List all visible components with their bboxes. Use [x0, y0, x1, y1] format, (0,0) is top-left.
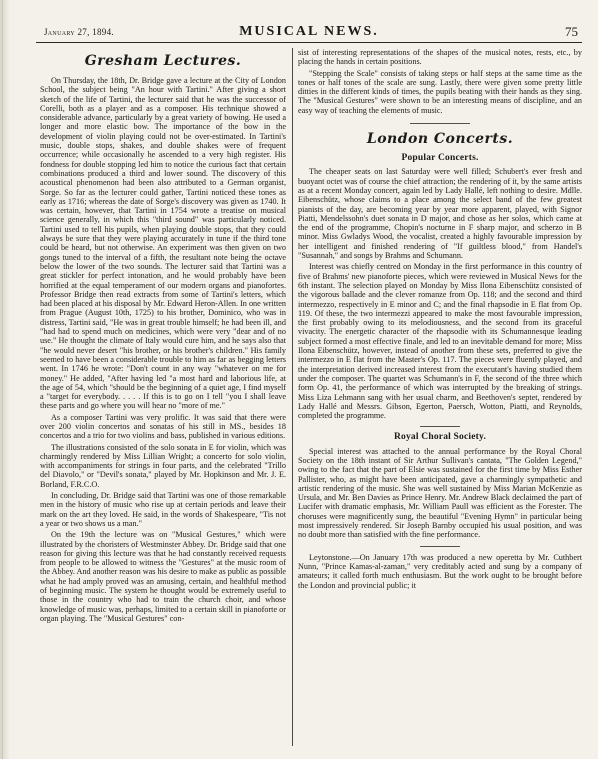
column-divider [292, 48, 293, 746]
page-number: 75 [565, 24, 578, 39]
popular-paragraph: The cheaper seats on last Saturday were well filled; Schubert's ever fresh and buoyant octet was of course the chief attraction; the rendering of it, by the same artists as at a recent Monday concert, again led by Lady Hallé, left nothing to desire. Mdlle. Eibenschütz, whose claims to a place among the select band of the few greatest pianists of the day, are becoming year by year more apparent, played, with Signor Piatti, Mendelssohn's duet sonata in D major, and chose as her solos, which came at the end of the programme, Chopin's nocturne in F sharp major, and scherzo in B minor. Miss Gwladys Wood, the vocalist, created a highly favourable impression by her intelligent and finished rendering of "If guiltless blood," from Handel's "Susannah," and songs by Brahms and Schumann. [298, 167, 582, 261]
gresham-lectures-title: Gresham Lectures. [84, 53, 242, 69]
header-date: January 27, 1894. [44, 27, 114, 37]
gresham-paragraph: On the 19th the lecture was on "Musical Gestures," which were illustrated by the choristers of Westminster Abbey. Dr. Bridge said that one reason for giving this lecture was that he had constantly received requests from people to be allowed to witness the "Gestures" at the music room of the Abbey. And another reason was his desire to make as public as possible what he had amply proved was an amusing, certain, and healthful method of beginning music. The system he thought would be extremely useful to those in the country who had to train the church choir, and whose knowledge of music was, perhaps, limited to a certain skill in pianoforte or organ playing. The "Musical Gestures" con- [40, 530, 286, 623]
binding-line [2, 0, 3, 759]
gresham-paragraph: On Thursday, the 18th, Dr. Bridge gave a lecture at the City of London School, the subject being "An hour with Tartini." After giving a short sketch of the life of Tartini, the lecturer said that he was the successor of Corelli, both as a player and as a composer. His technique showed a considerable advance, particularly by a great variety of bowing. He used a longer and more elastic bow. The importance of the bow in the development of violin playing could not be over-estimated. In Tartini's music, double stops, shakes, and double shakes were of frequent occurrence; while occasionally he ascended to a very high register. His fondness for double stopping led him to notice the curious fact that certain combinations produced a third and lower sound. The discovery of this acoustical phenomenon had been also attributed to a German organist, Sorge. So far as the lecturer could gather, Tartini noticed these tones as early as 1716; whereas the date of Sorge's discovery was given as 1740. It was certain, however, that Tartini in 1754 wrote a treatise on musical science generally, in which this "third sound" was particularly noticed. Tartini used to tell his pupils, when playing double stops, that they could always be sure that they were playing accurately in tune if the third tone could be heard, but not otherwise. An experiment was then given on two gongs tuned to the interval of a fifth, the resultant note being the octave below the lower of the two sounds. The lecturer said that Tartini was a great stickler for perfect intonation, and he would probably have been horrified at the equal temperament of our modern organs and pianofortes. Professor Bridge then read extracts from some of Tartini's letters, which had been placed at his disposal by Mr. Edward Heron-Allen. In one written from Prague (August 10th, 1725) to his brother, Dominico, who was in distress, Tartini said, "He was in great trouble himself; he had been ill, and "had had to spend much on medicines, which were very "dear and of no use." He thought the climate of Italy would cure him, and he says also that "he would never desert "his brother, or his brother's children." His family seemed to have been a considerable trouble to him as far as begging letters went. In 1746 he wrote: "Don't count in any way "whatever on me for money." He added, "After having led "a most hard and laborious life, at the age of 54, which "should be the beginning of a quiet age, I find myself a "target for everybody. . . . . If this is to go on I tell "you I shall leave these parts and go where you will hear no "more of me." [40, 76, 287, 411]
subsection-divider [420, 426, 460, 427]
royal-choral-heading: Royal Choral Society. [393, 432, 487, 443]
gresham-paragraph: The illustrations consisted of the solo sonata in E for violin, which was charmingly rendered by Miss Lillian Wright; a concerto for solo violin, with accompaniments for strings in four parts, and the celebrated "Trillo del Diavolo," or "Devil's sonata," played by Mr. Hopkinson and Mr. J. E. Borland, F.R.C.O. [40, 442, 286, 489]
section-divider [410, 123, 470, 124]
royal-paragraph: Special interest was attached to the annual performance by the Royal Choral Society on the 18th instant of Sir Arthur Sullivan's cantata, "The Golden Legend," owing to the fact that the part of Elsie was sustained for the first time by Miss Esther Pallister, who, as might have been anticipated, gave a charmingly sympathetic and artistic rendering of the music. She was well sustained by Miss Marian McKenzie as Ursula, and Mr. Ben Davies as Prince Henry. Mr. Andrew Black declaimed the part of Lucifer with dramatic emphasis, Mr. William Paull was efficient as the Forester. The choruses were magnificently sung, the beautiful "Evening Hymn" in particular being most impressively rendered. Sir Joseph Barnby occupied his usual position, and was no doubt more than satisfied with the fine performance. [298, 446, 582, 540]
right-column [298, 48, 582, 590]
gresham-paragraph: As a composer Tartini was very prolific. It was said that there were over 200 violin concertos and sonatas of his still in MS., besides 18 concertos and a trio for two violins and bass, published in various editions. [40, 412, 286, 441]
subsection-divider [420, 546, 460, 547]
popular-concerts-heading: Popular Concerts. [401, 153, 479, 164]
leytonstone-paragraph: Leytonstone.—On January 17th was produced a new operetta by Mr. Cuthbert Nunn, "Prince Kamas-al-zaman," very creditably acted and sung by a company of amateurs; it called forth much enthusiasm. But the work ought to be brought before the London and provincial public; it [298, 552, 582, 590]
gresham-paragraph: In concluding, Dr. Bridge said that Tartini was one of those remarkable men in the history of music who rise up at certain periods and leave their mark on the art they loved. He said, in the words of Shakespeare, "Tis not a year or two shows us a man." [40, 491, 286, 528]
header-title: MUSICAL NEWS. [239, 24, 379, 39]
left-column [40, 48, 286, 623]
page-header [36, 22, 582, 43]
gestures-continuation: sist of interesting representations of the shapes of the musical notes, rests, etc., by placing the hands in certain positions. [298, 48, 582, 67]
gestures-paragraph: "Stepping the Scale" consists of taking steps or half steps at the same time as the tones or half tones of the scale are sung. Lastly, there were given some pretty little ditties in the different kinds of times, the pupils beating with their hands as they sing. The "Musical Gestures" were shown to be an interesting means of discipline, and an easy way of teaching the elements of music. [298, 68, 582, 115]
popular-paragraph: Interest was chiefly centred on Monday in the first performance in this country of five of Brahms' new pianoforte pieces, which were reviewed in Musical News for the 6th instant. The selection played on Monday by Miss Ilona Eibenschütz consisted of the vigorous ballade and the clever romanze from Op. 118; and the second and third intermezzo, respectively in E minor and C; and the final rhapsodie in E flat from Op. 119. Of these, the two intermezzi appeared to make the most favourable impression, the first probably owing to its melodiousness, and the second from its graceful vivacity. The energetic character of the rhapsodie with its Schumannesque leading subject formed a most effective finale, and led to an inevitable demand for more; Miss Ilona Eibenschütz, however, instead of another from these sets, preferred to give the intermezzo in E flat from the Master's Op. 117. The pieces were fluently played, and the interpretation derived increased interest from the executant's having studied them under the composer. The quartet was Schumann's in F, the second of the three which form Op. 41, the performance of which was interrupted by the breaking of strings. Miss Liza Lehmann sang with her usual charm, and Beethoven's septet, rendered by Lady Hallé and Messrs. Gibson, Egerton, Paersch, Wotton, Piatti, and Reynolds, completed the programme. [298, 262, 582, 421]
london-concerts-title: London Concerts. [366, 131, 514, 148]
